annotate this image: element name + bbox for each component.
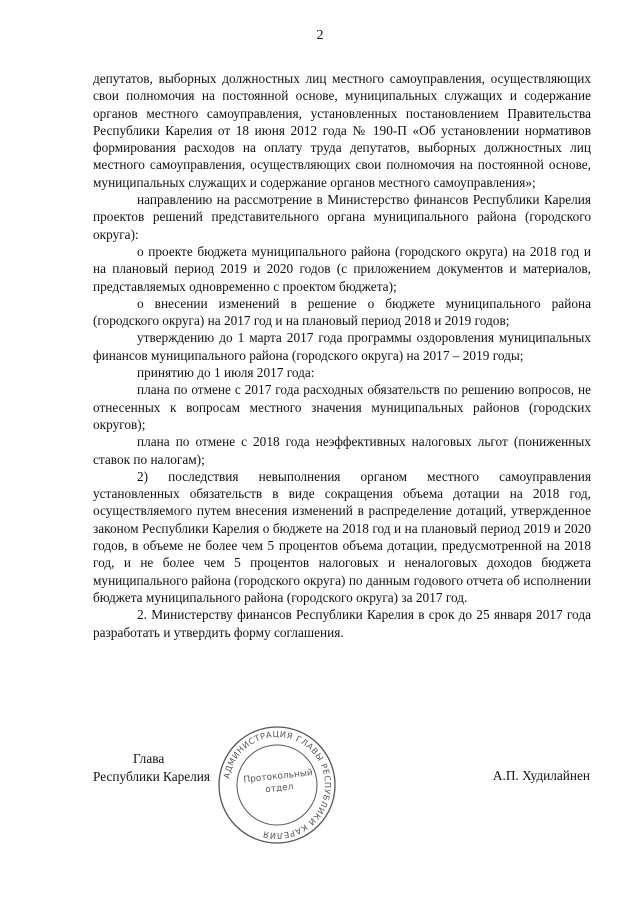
page-number: 2 [316,28,324,43]
paragraph: депутатов, выборных должностных лиц местного самоуправления, осуществляющих свои полномочия на постоянной основе, муниципальных служащих и содержание органов местного самоуправления, установленных постановлением Правительства Республики Карелия от 18 июня 2012 года № 190-П «Об установлении нормативов формирования расходов на оплату труда депутатов, выборных должностных лиц местного самоуправления, осуществляющих свои полномочия на постоянной основе, муниципальных служащих и содержание органов местного самоуправления»; [93,71,591,190]
paragraph: 2) последствия невыполнения органом местного самоуправления установленных обязательств в виде сокращения объема дотации на 2018 год, осуществляемого путем внесения изменений в распределение дотаций, утвержденное законом Республики Карелия о бюджете на 2018 год и на плановый период 2019 и 2020 годов, в объеме не более чем 5 процентов объема дотации, предусмотренной на 2018 год, и не более чем 5 процентов налоговых и неналоговых доходов бюджета муниципального района (городского округа) по данным годового отчета об исполнении бюджета муниципального района (городского округа) за 2017 год. [93,468,591,605]
document-body [93,70,591,641]
paragraph: плана по отмене с 2017 года расходных обязательств по решению вопросов, не отнесенных к вопросам местного значения муниципальных районов (городских округов); [93,382,591,432]
signatory-name: А.П. Худилайнен [492,768,590,783]
signatory-title-line-1: Глава [133,751,165,766]
seal-center-line-1: Протокольный [243,768,314,786]
paragraph: утверждению до 1 марта 2017 года программы оздоровления муниципальных финансов муниципального района (городского округа) на 2017 – 2019 годы; [93,330,591,363]
paragraph: плана по отмене с 2018 года неэффективных налоговых льгот (пониженных ставок по налогам); [93,434,591,467]
seal-ring-text: АДМИНИСТРАЦИЯ ГЛАВЫ РЕСПУБЛИКИ КАРЕЛИЯ [221,728,334,842]
signatory-title-line-2: Республики Карелия [93,769,211,784]
paragraph: о проекте бюджета муниципального района (городского округа) на 2018 год и на плановый период 2019 и 2020 годов (с приложением документов и материалов, представляемых одновременно с проектом бюджета); [93,243,591,294]
paragraph: направлению на рассмотрение в Министерство финансов Республики Карелия проектов решений представительного органа муниципального района (городского округа): [93,192,591,242]
paragraph: принятию до 1 июля 2017 года: [137,365,315,381]
seal-center-line-2: отдел [264,782,294,796]
paragraph: 2. Министерству финансов Республики Карелия в срок до 25 января 2017 года разработать и утвердить форму соглашения. [93,607,591,640]
official-seal [212,725,342,845]
signatory-title [93,750,210,786]
paragraph: о внесении изменений в решение о бюджете муниципального района (городского округа) на 2017 год и на плановый период 2018 и 2019 годов; [93,295,591,329]
